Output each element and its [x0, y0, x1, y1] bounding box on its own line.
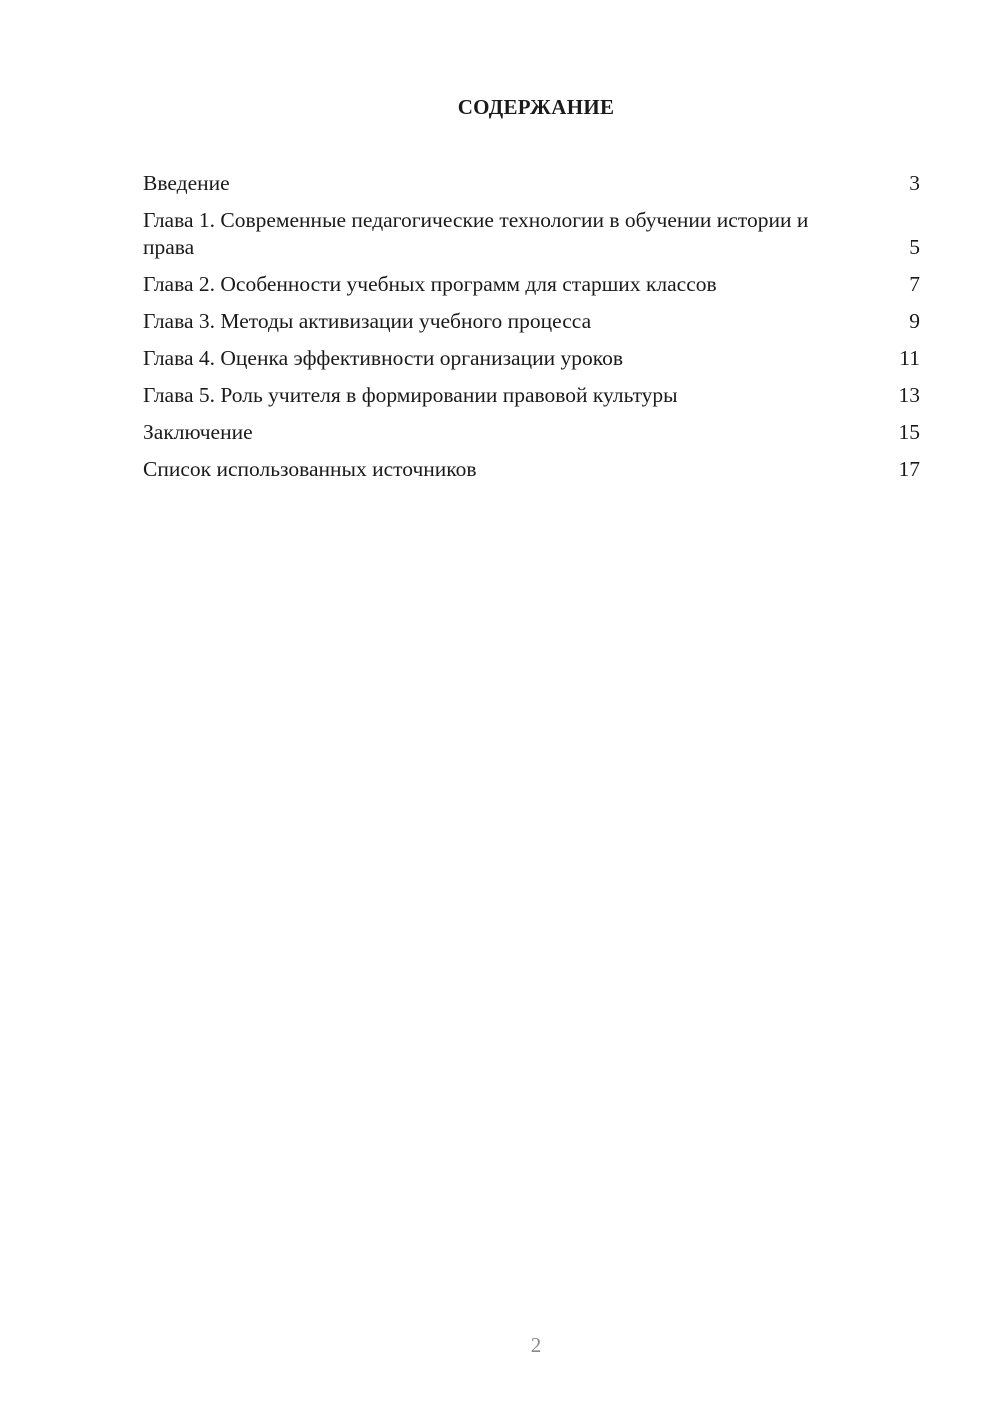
toc-entry-page: 7	[909, 272, 920, 296]
toc-entry-label: Глава 5. Роль учителя в формировании правовой культуры	[143, 383, 678, 407]
toc-entry-label: Глава 1. Современные педагогические технологии в обучении истории и права	[143, 208, 809, 259]
toc-entry-label: Глава 3. Методы активизации учебного процесса	[143, 309, 592, 333]
toc-entry-page: 9	[909, 309, 920, 333]
toc-entry-label: Введение	[143, 171, 230, 195]
toc-entry-label: Заключение	[143, 420, 253, 444]
toc-entry-chapter-5	[143, 382, 920, 409]
toc-entry-label: Список использованных источников	[143, 457, 477, 481]
toc-entry-conclusion	[143, 419, 920, 446]
toc-entry-label: Глава 4. Оценка эффективности организации уроков	[143, 346, 624, 370]
page-number: 2	[530, 1333, 542, 1357]
toc-entry-page: 11	[899, 346, 920, 370]
table-of-contents	[143, 170, 920, 493]
toc-entry-page: 3	[909, 171, 920, 195]
toc-entry-chapter-2	[143, 271, 920, 298]
toc-entry-page: 15	[898, 420, 920, 444]
page-title: СОДЕРЖАНИЕ	[457, 95, 615, 119]
toc-entry-page: 17	[898, 457, 920, 481]
toc-entry-chapter-4	[143, 345, 920, 372]
toc-entry-page: 13	[898, 383, 920, 407]
toc-entry-page: 5	[909, 235, 920, 259]
toc-entry-references	[143, 456, 920, 483]
toc-entry-chapter-3	[143, 308, 920, 335]
toc-entry-label: Глава 2. Особенности учебных программ для старших классов	[143, 272, 717, 296]
toc-entry-chapter-1	[143, 207, 920, 261]
toc-entry-introduction	[143, 170, 920, 197]
